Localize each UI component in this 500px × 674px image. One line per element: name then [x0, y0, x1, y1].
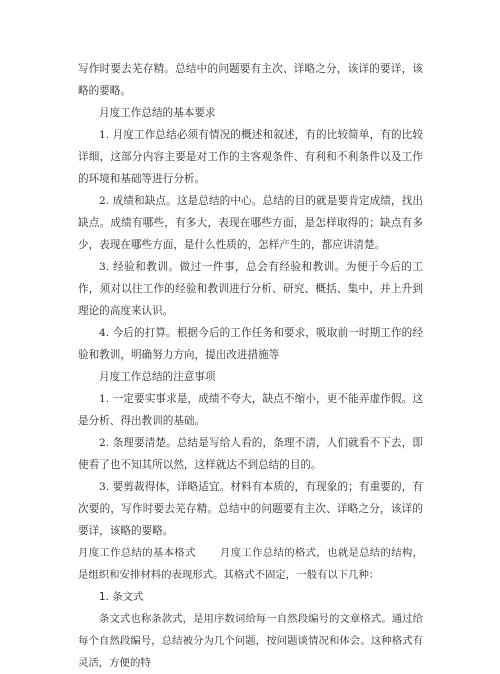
paragraph-clause-style: 条文式也称条款式，是用序数词给每一自然段编号的文章格式。通过给每个自然段编号，总结被分为几个问题，按问题谈情况和体会。这种格式有灵活，方便的特 [78, 613, 423, 669]
document-page [78, 58, 423, 674]
format-description: 月度工作总结的格式，也就是总结的结构，是组织和安排材料的表现形式。其格式不固定，一般有以下几种： [78, 547, 424, 581]
format-heading-inline: 月度工作总结的基本格式 [78, 547, 196, 559]
heading-basic-requirements: 月度工作总结的基本要求 [99, 107, 216, 119]
paragraph-note-2: 2. 条理要清楚。总结是写给人看的，条理不清，人们就看不下去，即使看了也不知其所以然，这样就达不到总结的目的。 [78, 437, 423, 471]
paragraph-note-3: 3. 要剪裁得体，详略适宜。材料有本质的，有现象的；有重要的，有次要的，写作时要去芜存精。总结中的问题要有主次、详略之分，该详的要详，该略的要略。 [78, 481, 423, 537]
paragraph-format-intro [78, 542, 423, 586]
paragraph-intro: 写作时要去芜存精。总结中的问题要有主次、详略之分，该详的要详，该略的要略。 [78, 63, 423, 97]
heading-notes: 月度工作总结的注意事项 [99, 371, 216, 383]
paragraph-requirement-2: 2. 成绩和缺点。这是总结的中心。总结的目的就是要肯定成绩，找出缺点。成绩有哪些，有多大，表现在哪些方面，是怎样取得的；缺点有多少，表现在哪些方面，是什么性质的，怎样产生的，都应讲清楚。 [78, 195, 423, 251]
paragraph-requirement-1: 1. 月度工作总结必须有情况的概述和叙述，有的比较简单，有的比较详细，这部分内容主要是对工作的主客观条件、有利和不利条件以及工作的环境和基础等进行分析。 [78, 129, 423, 185]
paragraph-requirement-4: 4. 今后的打算。根据今后的工作任务和要求，吸取前一时期工作的经验和教训，明确努力方向，提出改进措施等 [78, 327, 423, 361]
paragraph-requirement-3: 3. 经验和教训。做过一件事，总会有经验和教训。为便于今后的工作，须对以往工作的经验和教训进行分析、研究、概括、集中，并上升到理论的高度来认识。 [78, 261, 423, 317]
subheading-clause-style: 1. 条文式 [99, 591, 144, 603]
paragraph-note-1: 1. 一定要实事求是，成绩不夸大，缺点不缩小，更不能弄虚作假。这是分析、得出教训的基础。 [78, 393, 423, 427]
